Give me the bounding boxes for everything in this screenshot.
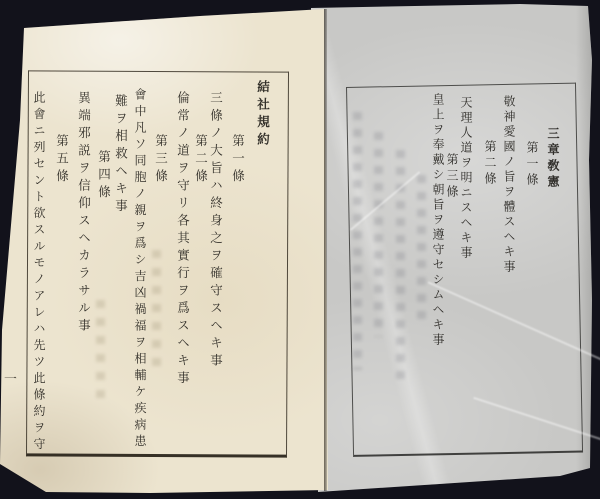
right-article-1-label: 第一條 — [525, 141, 539, 189]
bleed-through-mark — [353, 112, 362, 370]
page-gutter-shadow — [324, 9, 327, 491]
right-article-3-label: 第三條 — [445, 153, 459, 201]
left-page-title: 結社規約 — [255, 80, 271, 150]
bleed-through-mark — [152, 250, 161, 370]
left-article-4-label: 第四條 — [96, 150, 112, 203]
margin-page-number: 一 — [3, 371, 18, 388]
left-article-4-text: 異端邪説ヲ信仰スヘカラサル事 — [76, 91, 92, 336]
left-article-3-text-line2: 難ヲ相救ヘキ事 — [113, 94, 129, 217]
right-article-3-text: 皇上ヲ奉戴シ朝旨ヲ遵守セシムヘキ事 — [431, 93, 445, 348]
left-article-1-label: 第一條 — [230, 134, 246, 187]
bleed-through-mark — [417, 175, 426, 325]
right-article-1-text: 敬神愛國ノ旨ヲ體スヘキ事 — [502, 95, 516, 275]
left-article-5-text: 此會ニ列セント欲スルモノアレハ先ツ此條約ヲ守 — [32, 91, 46, 454]
bleed-through-mark — [374, 132, 383, 337]
left-article-2-text: 倫常ノ道ヲ守リ各其實行ヲ爲スヘキ事 — [175, 91, 191, 389]
bleed-through-mark — [96, 300, 105, 405]
right-article-2-label: 第二條 — [483, 140, 497, 188]
left-article-3-label: 第三條 — [153, 134, 169, 187]
left-article-1-text: 三條ノ大旨ハ終身之ヲ確守スヘキ事 — [208, 91, 224, 371]
left-article-3-text-line1: 會中凡ソ同胞ノ親ヲ爲シ吉凶禍福ヲ相輔ケ疾病患 — [133, 88, 147, 451]
left-article-2-label: 第二條 — [193, 134, 209, 187]
left-article-5-label: 第五條 — [54, 134, 70, 187]
right-page-title: 三章敎憲 — [546, 127, 560, 191]
right-article-2-text: 天理人道ヲ明ニスヘキ事 — [459, 96, 473, 261]
